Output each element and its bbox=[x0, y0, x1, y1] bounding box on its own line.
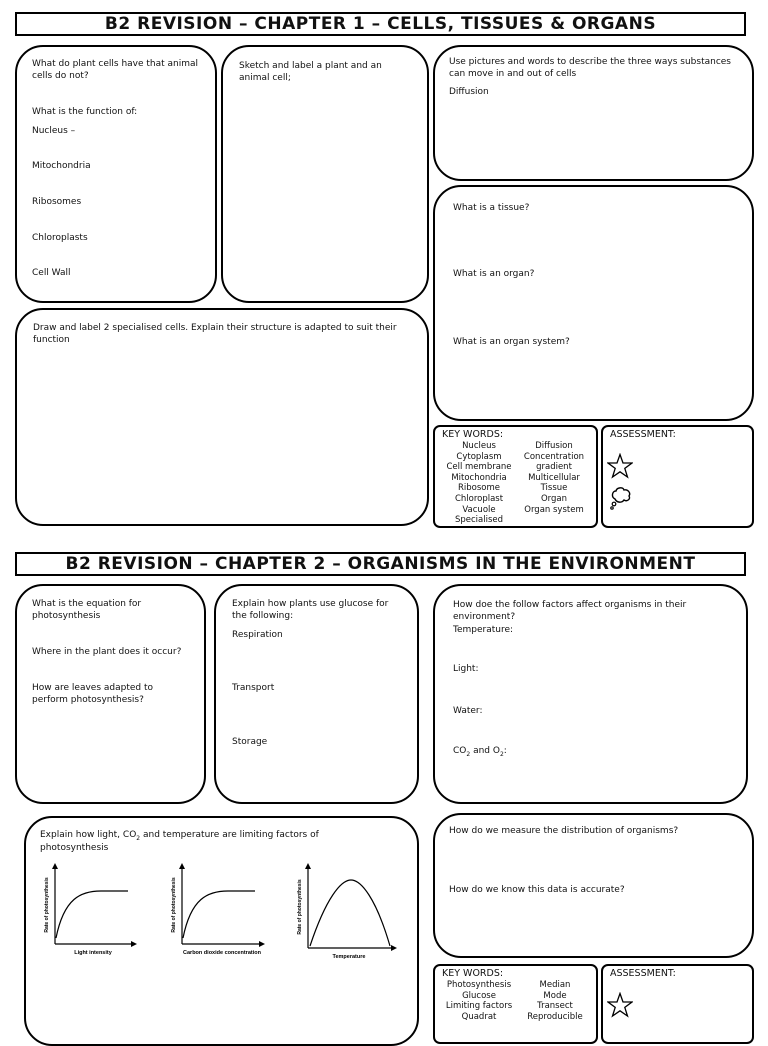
glucose-use-transport: Transport bbox=[232, 683, 275, 693]
factors-question-line2: environment? bbox=[453, 612, 516, 622]
factor-light: Light: bbox=[453, 664, 479, 674]
keywords-heading: KEY WORDS: bbox=[442, 429, 504, 440]
glucose-question-line1: Explain how plants use glucose for bbox=[232, 599, 389, 609]
keyword: Organ system bbox=[524, 504, 584, 515]
plant-cells-question-line2: cells do not? bbox=[32, 71, 89, 81]
keywords-col2 bbox=[519, 980, 591, 1022]
keywords-box bbox=[433, 964, 598, 1044]
leaves-question-line1: How are leaves adapted to bbox=[32, 683, 154, 693]
keyword: Transect bbox=[537, 1001, 573, 1012]
organ-system-question: What is an organ system? bbox=[453, 337, 570, 347]
specialised-question-line1: Draw and label 2 specialised cells. Explain their structure is adapted to suit their bbox=[33, 323, 397, 333]
keyword: Multicellular bbox=[528, 472, 580, 483]
thought-bubble-icon bbox=[609, 485, 633, 511]
x-axis-label: Temperature bbox=[332, 954, 366, 960]
graph-light-intensity bbox=[44, 866, 134, 956]
organelle-cell-wall: Cell Wall bbox=[32, 268, 71, 278]
glucose-use-storage: Storage bbox=[232, 737, 268, 747]
keyword: Reproducible bbox=[527, 1011, 583, 1022]
assessment-heading: ASSESSMENT: bbox=[610, 429, 676, 440]
keyword: Mode bbox=[543, 990, 567, 1001]
keywords-col1 bbox=[441, 980, 517, 1022]
keyword: Cell membrane bbox=[446, 462, 512, 473]
graph-temperature bbox=[297, 866, 394, 960]
assessment-box bbox=[601, 964, 754, 1044]
series-line bbox=[183, 891, 255, 938]
equation-box bbox=[15, 584, 206, 804]
subscript: 2 bbox=[466, 750, 471, 758]
y-axis-label: Rate of photosynthesis bbox=[44, 877, 50, 933]
factor-water: Water: bbox=[453, 706, 483, 716]
colon: : bbox=[503, 746, 507, 756]
keyword: Photosynthesis bbox=[446, 980, 512, 990]
plant-cells-box bbox=[15, 45, 217, 303]
limiting-question-line1 bbox=[40, 830, 319, 844]
diffusion-label: Diffusion bbox=[449, 87, 489, 97]
keyword: Chloroplast bbox=[454, 493, 504, 504]
keywords-col2 bbox=[518, 441, 590, 515]
subscript: 2 bbox=[136, 834, 141, 842]
glucose-use-respiration: Respiration bbox=[232, 630, 283, 640]
substances-question-line1: Use pictures and words to describe the three ways substances bbox=[449, 57, 731, 67]
organ-question: What is an organ? bbox=[453, 269, 535, 279]
subscript: 2 bbox=[499, 750, 504, 758]
glucose-box bbox=[214, 584, 419, 804]
limiting-text-b: and temperature are limiting factors of bbox=[140, 830, 319, 840]
star-icon bbox=[607, 992, 633, 1018]
sketch-question-line1: Sketch and label a plant and an bbox=[239, 61, 382, 71]
specialised-question-line2: function bbox=[33, 335, 70, 345]
gas-co2-text: CO bbox=[453, 746, 467, 756]
distribution-box bbox=[433, 813, 754, 958]
accuracy-question: How do we know this data is accurate? bbox=[449, 885, 625, 895]
function-question: What is the function of: bbox=[32, 107, 138, 117]
keyword: Glucose bbox=[462, 990, 496, 1001]
factor-temperature: Temperature: bbox=[453, 625, 514, 635]
equation-question-line2: photosynthesis bbox=[32, 611, 101, 621]
keyword: Organ bbox=[540, 493, 568, 504]
star-icon bbox=[607, 453, 633, 479]
tissue-question: What is a tissue? bbox=[453, 203, 530, 213]
glucose-question-line2: the following: bbox=[232, 611, 294, 621]
gas-o2-text: and O bbox=[470, 746, 500, 756]
assessment-box bbox=[601, 425, 754, 528]
series-line bbox=[56, 891, 128, 938]
x-axis-label: Carbon dioxide concentration bbox=[183, 950, 261, 956]
factors-question-line1: How doe the follow factors affect organisms in their bbox=[453, 600, 687, 610]
keyword: Ribosome bbox=[457, 483, 500, 494]
assessment-heading: ASSESSMENT: bbox=[610, 968, 676, 979]
limiting-factor-graphs bbox=[36, 858, 406, 968]
graph-co2 bbox=[171, 866, 262, 956]
chapter2-title: B2 REVISION – CHAPTER 2 – ORGANISMS IN THE ENVIRONMENT bbox=[15, 552, 746, 576]
substances-box bbox=[433, 45, 754, 181]
sketch-question-line2: animal cell; bbox=[239, 73, 291, 83]
keyword: Quadrat bbox=[461, 1011, 497, 1022]
keyword: Limiting factors bbox=[445, 1001, 513, 1012]
keyword: Cytoplasm bbox=[456, 451, 502, 462]
keyword: Median bbox=[539, 980, 571, 990]
specialised-cells-box bbox=[15, 308, 429, 526]
tissue-box bbox=[433, 185, 754, 421]
keyword: Specialised bbox=[454, 515, 504, 526]
keywords-col1 bbox=[443, 441, 515, 526]
keyword: gradient bbox=[536, 462, 572, 473]
where-question: Where in the plant does it occur? bbox=[32, 647, 182, 657]
leaves-question-line2: perform photosynthesis? bbox=[32, 695, 144, 705]
y-axis-label: Rate of photosynthesis bbox=[171, 877, 177, 933]
sketch-box bbox=[221, 45, 429, 303]
plant-cells-question-line1: What do plant cells have that animal bbox=[32, 59, 199, 69]
keyword: Mitochondria bbox=[451, 472, 507, 483]
series-line bbox=[310, 880, 390, 946]
factors-box bbox=[433, 584, 748, 804]
organelle-nucleus: Nucleus – bbox=[32, 126, 76, 136]
keyword: Vacuole bbox=[462, 504, 496, 515]
keyword: Tissue bbox=[540, 483, 568, 494]
keyword: Diffusion bbox=[535, 441, 573, 451]
factor-gases bbox=[453, 746, 507, 760]
organelle-ribosomes: Ribosomes bbox=[32, 197, 82, 207]
keyword: Nucleus bbox=[462, 441, 496, 451]
y-axis-label: Rate of photosynthesis bbox=[297, 879, 303, 935]
organelle-mitochondria: Mitochondria bbox=[32, 161, 91, 171]
x-axis-label: Light intensity bbox=[74, 950, 112, 956]
organelle-chloroplasts: Chloroplasts bbox=[32, 233, 88, 243]
limiting-question-line2: photosynthesis bbox=[40, 843, 109, 853]
keywords-heading: KEY WORDS: bbox=[442, 968, 504, 979]
keyword: Concentration bbox=[523, 451, 585, 462]
substances-question-line2: can move in and out of cells bbox=[449, 69, 577, 79]
limiting-text-a: Explain how light, CO bbox=[40, 830, 137, 840]
limiting-factors-box bbox=[24, 816, 419, 1046]
distribution-question: How do we measure the distribution of organisms? bbox=[449, 826, 679, 836]
chapter1-title: B2 REVISION – CHAPTER 1 – CELLS, TISSUES & ORGANS bbox=[15, 12, 746, 36]
keywords-box bbox=[433, 425, 598, 528]
equation-question-line1: What is the equation for bbox=[32, 599, 142, 609]
